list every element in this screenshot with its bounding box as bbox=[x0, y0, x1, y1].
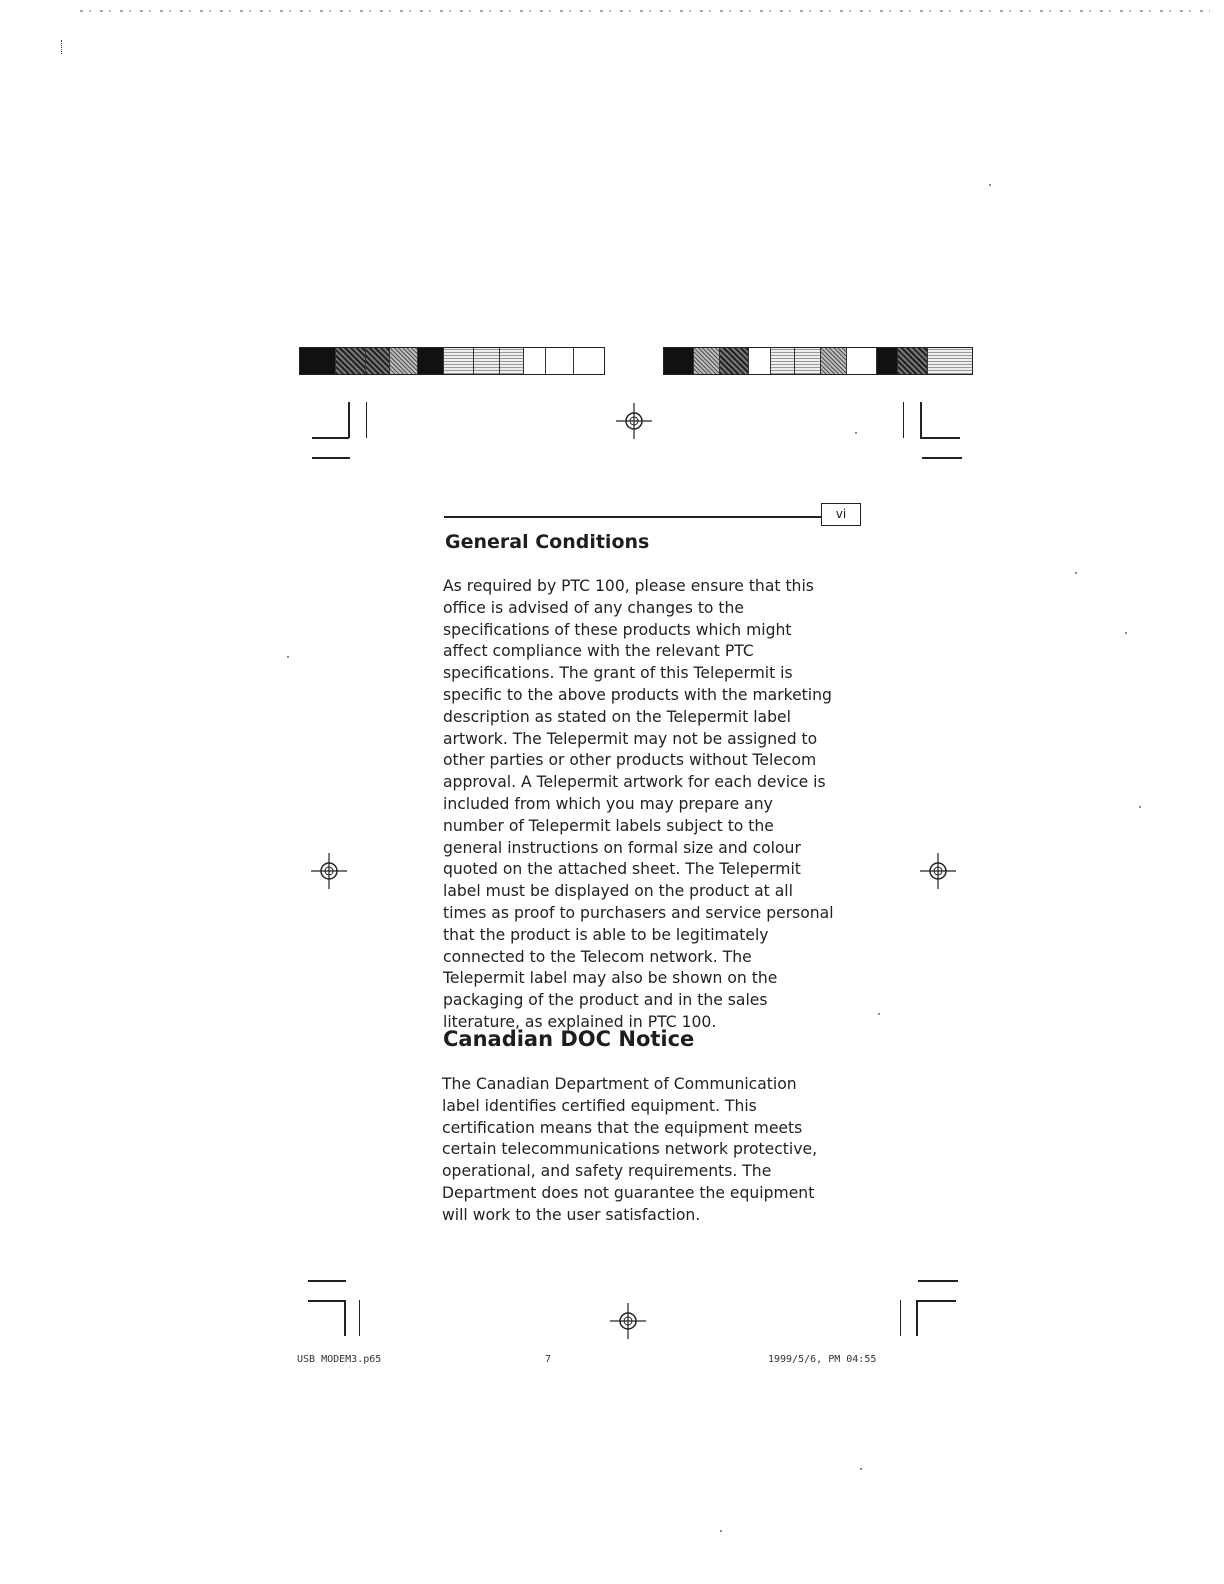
section-body-general-conditions: As required by PTC 100, please ensure that this office is advised of any changes to the specifications of these products which might affect compliance with the relevant PTC specifications. The grant of this Telepermit is specific to the above products with the marketing description as stated on the Telepermit label artwork. The Telepermit may not be assigned to other parties or other products without Telecom approval. A Telepermit artwork for each device is included from which you may prepare any number of Telepermit labels subject to the general instructions on formal size and colour quoted on the attached sheet. The Telepermit label must be displayed on the product at all times as proof to purchasers and service personal that the product is able to be legitimately connected to the Telecom network. The Telepermit label may also be shown on the packaging of the product and in the sales literature, as explained in PTC 100. bbox=[443, 577, 834, 1031]
page-number: vi bbox=[835, 507, 847, 521]
crop-mark-top-left bbox=[312, 402, 352, 462]
registration-mark-top-icon bbox=[616, 403, 652, 439]
color-bar-right bbox=[663, 347, 973, 375]
scan-speck bbox=[860, 1468, 862, 1470]
crop-tick-bottom-left bbox=[359, 1300, 360, 1336]
section-body-canadian-doc-notice: The Canadian Department of Communication label identifies certified equipment. This certification means that the equipment meets certain telecommunications network protective, operational, and safety requirements. The Department does not guarantee the equipment will work to the user satisfaction. bbox=[442, 1075, 818, 1224]
scan-speck bbox=[878, 1013, 880, 1015]
scan-mark-left bbox=[61, 40, 63, 54]
crop-mark-bottom-left bbox=[308, 1280, 348, 1340]
registration-mark-bottom-icon bbox=[610, 1303, 646, 1339]
scan-speck bbox=[989, 184, 991, 186]
page-number-box bbox=[821, 503, 861, 526]
crop-mark-bottom-right bbox=[916, 1280, 958, 1340]
section-heading-canadian-doc-notice: Canadian DOC Notice bbox=[443, 1027, 695, 1051]
crop-tick-top-right bbox=[903, 402, 904, 438]
scan-speck bbox=[1139, 806, 1141, 808]
color-bar-left bbox=[299, 347, 605, 375]
crop-tick-top-left bbox=[366, 402, 367, 438]
scan-speck bbox=[1125, 632, 1127, 634]
crop-tick-bottom-right bbox=[900, 1300, 901, 1336]
scan-speck bbox=[287, 656, 289, 658]
registration-mark-right-icon bbox=[920, 853, 956, 889]
scan-noise-top bbox=[80, 10, 1210, 12]
scan-speck bbox=[855, 432, 857, 434]
footer-page: 7 bbox=[545, 1354, 552, 1365]
section-heading-general-conditions: General Conditions bbox=[445, 531, 650, 553]
scan-speck bbox=[1075, 572, 1077, 574]
scan-speck bbox=[720, 1530, 722, 1532]
footer-filename: USB MODEM3.p65 bbox=[297, 1354, 382, 1365]
registration-mark-left-icon bbox=[311, 853, 347, 889]
footer-timestamp: 1999/5/6, PM 04:55 bbox=[768, 1354, 877, 1365]
header-rule bbox=[444, 516, 822, 518]
crop-mark-top-right bbox=[920, 402, 962, 462]
